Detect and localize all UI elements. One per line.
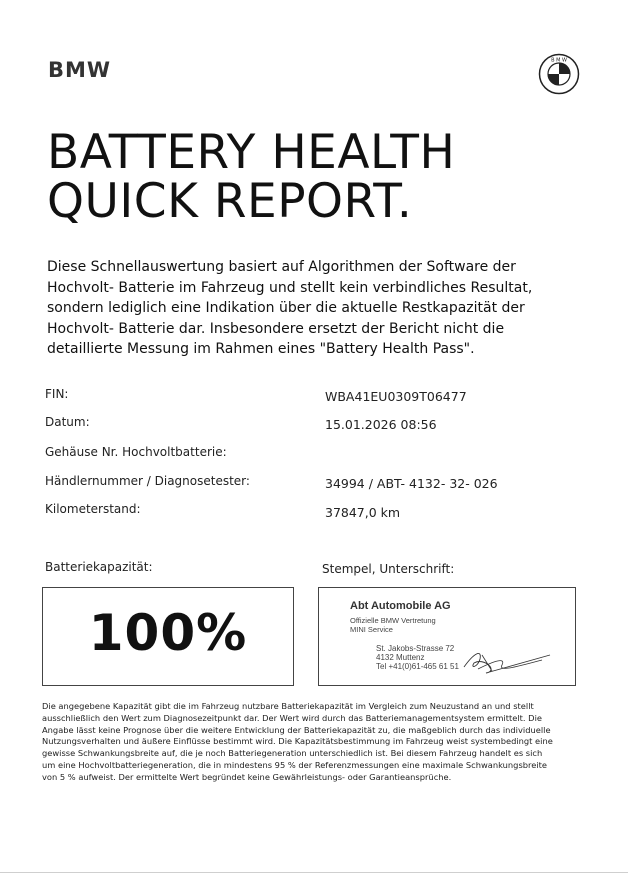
footnote-line: von 5 % aufweist. Der ermittelte Wert begründet keine Gewährleistungs- oder Garantieansprüche. xyxy=(42,771,452,782)
bmw-roundel-icon xyxy=(538,53,580,95)
stamp-street: St. Jakobs-Strasse 72 xyxy=(376,644,455,653)
stamp-city: 4132 Muttenz xyxy=(376,653,425,662)
fin-label: FIN: xyxy=(45,387,69,401)
intro-line: Hochvolt- Batterie im Fahrzeug und stellt kein verbindliches Resultat, xyxy=(47,279,533,296)
capacity-label: Batteriekapazität: xyxy=(45,560,153,574)
footnote-line: Angabe lässt keine Prognose über die weitere Entwicklung der Batteriekapazität zu, die maßgeblich durch das individuelle xyxy=(42,724,551,735)
intro-line: Hochvolt- Batterie dar. Insbesondere ersetzt der Bericht nicht die xyxy=(47,320,505,337)
footnote-line: Nutzungsverhalten und äußere Einflüsse bestimmt wird. Die Kapazitätsbestimmung im Fahrzeug weist systembedingt eine xyxy=(42,736,553,747)
date-label: Datum: xyxy=(45,415,90,429)
handwritten-signature xyxy=(444,645,554,679)
capacity-box xyxy=(42,587,294,686)
dealer-value: 34994 / ABT- 4132- 32- 026 xyxy=(325,476,498,491)
stamp-subtitle: Offizielle BMW Vertretung xyxy=(350,616,436,625)
footnote-line: Die angegebene Kapazität gibt die im Fahrzeug nutzbare Batteriekapazität im Vergleich zum Neuzustand an und stellt xyxy=(42,701,534,711)
stamp-phone: Tel +41(0)61-465 61 51 xyxy=(376,662,459,671)
footnote-line: gewisse Schwankungsbreite auf, die je noch Batteriegeneration unterschiedlich ist. Bei diesem Fahrzeug handelt es sich xyxy=(42,748,543,759)
footnote-line: um eine Hochvoltbatteriegeneration, die in mindestens 95 % der Referenzmessungen eine maximale Schwankungsbreite xyxy=(42,759,548,770)
title-line: BATTERY HEALTH xyxy=(47,125,456,180)
brand-wordmark: BMW xyxy=(48,58,112,82)
footnote-line: ausschließlich den Wert zum Diagnosezeitpunkt dar. Der Wert wird durch das Batteriemanagementsystem ermittelt. Die xyxy=(42,712,542,723)
stamp-label: Stempel, Unterschrift: xyxy=(322,562,455,576)
intro-paragraph xyxy=(47,257,587,360)
intro-line: detaillierte Messung im Rahmen eines "Battery Health Pass". xyxy=(47,341,475,357)
battery-housing-label: Gehäuse Nr. Hochvoltbatterie: xyxy=(45,445,227,459)
page-bottom-divider xyxy=(0,872,628,873)
fin-value: WBA41EU0309T06477 xyxy=(325,389,467,404)
date-value: 15.01.2026 08:56 xyxy=(325,417,437,432)
intro-line: Diese Schnellauswertung basiert auf Algorithmen der Software der xyxy=(47,259,516,275)
mileage-value: 37847,0 km xyxy=(325,505,401,520)
title-line: QUICK REPORT. xyxy=(47,174,413,229)
disclaimer-footnote xyxy=(42,701,582,784)
intro-line: sondern lediglich eine Indikation über die aktuelle Restkapazität der xyxy=(47,300,525,316)
stamp-subtitle: MINI Service xyxy=(350,625,393,634)
capacity-value: 100% xyxy=(88,604,248,662)
report-title xyxy=(47,125,456,229)
logo-letters: B M W xyxy=(551,57,567,64)
stamp-box xyxy=(318,587,576,686)
mileage-label: Kilometerstand: xyxy=(45,502,141,516)
dealer-label: Händlernummer / Diagnosetester: xyxy=(45,474,250,488)
stamp-company: Abt Automobile AG xyxy=(350,600,451,612)
